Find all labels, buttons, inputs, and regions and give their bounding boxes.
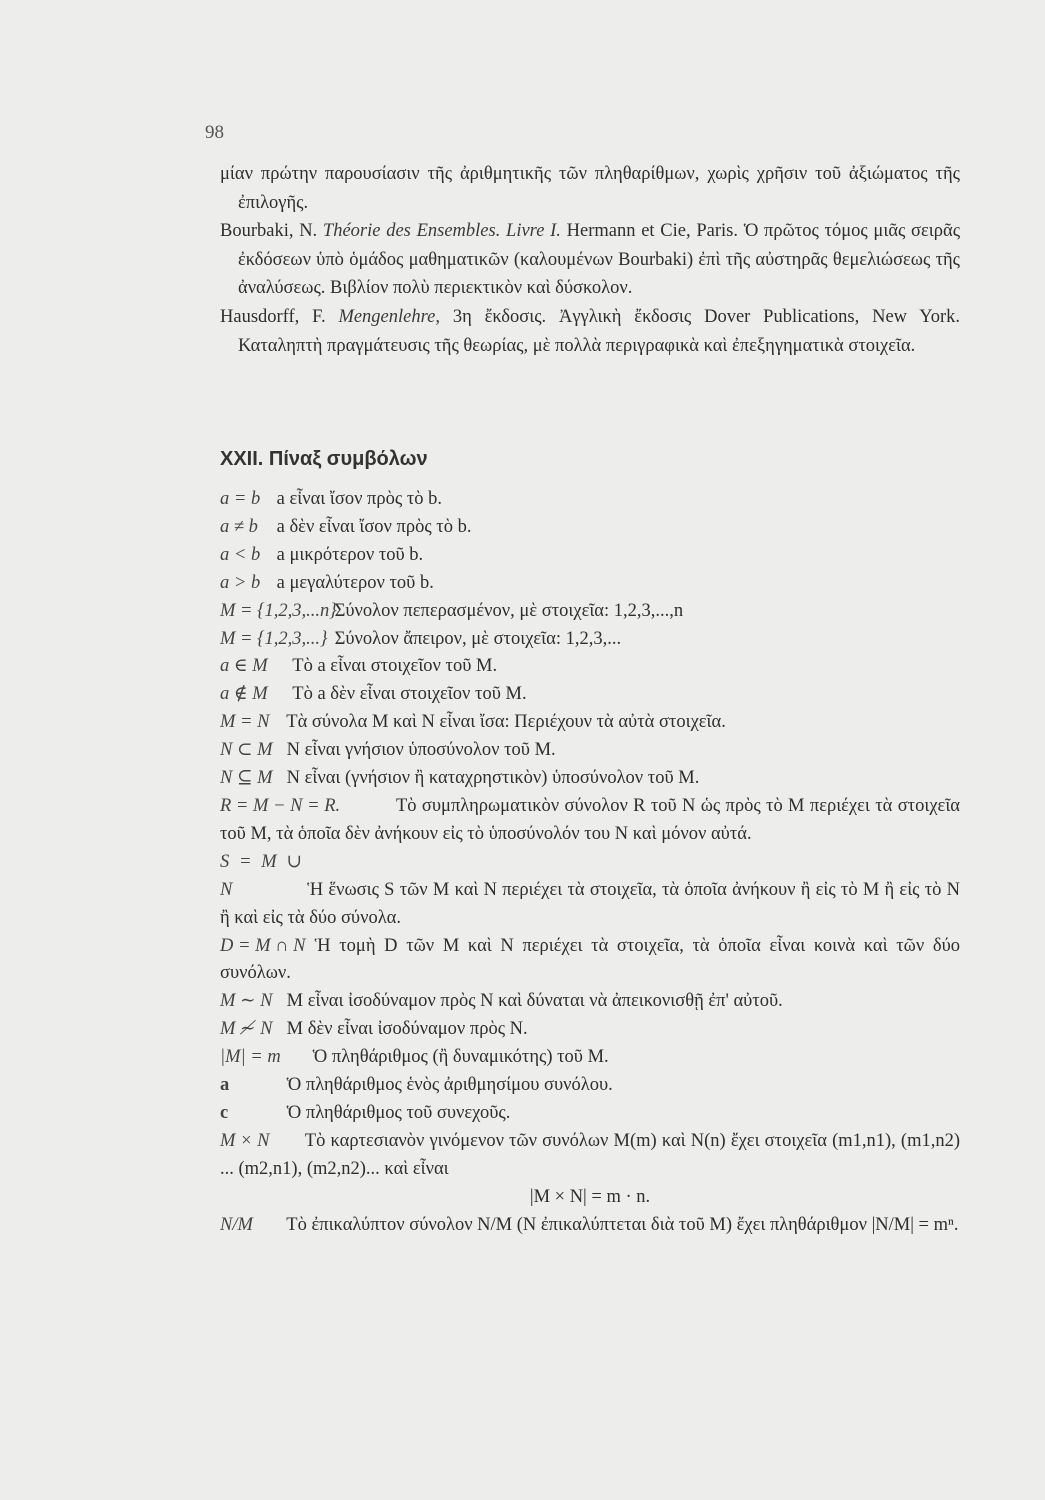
symbol-row — [220, 793, 960, 849]
symbol: M ≁ N — [220, 1019, 273, 1040]
symbol-row — [220, 1044, 960, 1072]
symbol: |M| = m — [220, 1047, 281, 1068]
reference-title: Théorie des Ensembles. Livre I. — [322, 221, 561, 242]
symbol: a > b — [220, 572, 261, 593]
cardinality-formula: |M × N| = m · n. — [529, 1186, 651, 1207]
symbol: a = b — [220, 489, 261, 509]
symbol-row — [220, 1072, 960, 1100]
symbol-description: a μεγαλύτερον τοῦ b. — [276, 572, 434, 593]
reference-bourbaki — [220, 217, 960, 303]
reference-hausdorff — [220, 303, 960, 360]
symbol-description: Σύνολον πεπερασμένον, μὲ στοιχεῖα: 1,2,3,...,n — [334, 600, 684, 621]
symbol-row — [220, 737, 960, 765]
symbol: S = M ∪ N — [220, 851, 302, 900]
reference-continuation: μίαν πρώτην παρουσίασιν τῆς ἀριθμητικῆς τῶν πληθαρίθμων, χωρὶς χρῆσιν τοῦ ἀξιώματος τῆς ἐπιλογῆς. — [220, 164, 960, 213]
symbol-table — [220, 486, 960, 1239]
symbol-description: a δὲν εἶναι ἴσον πρὸς τὸ b. — [276, 516, 472, 537]
symbol: R = M − N = R. — [220, 795, 341, 816]
section-title: XXII. Πίναξ συμβόλων — [220, 448, 428, 470]
symbol: M ∼ N — [220, 991, 273, 1012]
symbol-row — [220, 486, 960, 514]
symbol-description: Τὸ καρτεσιανὸν γινόμενον τῶν συνόλων M(m) καὶ N(n) ἔχει στοιχεῖα (m1,n1), (m1,n2) ... (m2,n1), (m2,n2)... καὶ εἶναι — [220, 1130, 960, 1179]
symbol: N/M — [220, 1214, 253, 1235]
reference-title: Mengenlehre, — [338, 306, 440, 327]
symbol-description: N εἶναι (γνήσιον ἢ καταχρηστικὸν) ὑποσύνολον τοῦ M. — [286, 768, 700, 789]
symbol-description: Ἡ ἕνωσις S τῶν M καὶ N περιέχει τὰ στοιχεῖα, τὰ ὁποῖα ἀνήκουν ἢ εἰς τὸ M ἢ εἰς τὸ N ἢ καὶ εἰς τὰ δύο σύνολα. — [220, 879, 961, 928]
reference-note: Ὁ πρῶτος τόμος μιᾶς σειρᾶς ἐκδόσεων ὑπὸ ὁμάδος μαθηματικῶν (καλουμένων Bourbaki) ἐπὶ τῆς αὐστηρᾶς θεμελιώσεως τῆς ἀναλύσεως. Βιβλίον πολὺ περιεκτικὸν καὶ δύσκολον. — [238, 221, 961, 299]
symbol-description: N εἶναι γνήσιον ὑποσύνολον τοῦ M. — [286, 740, 556, 761]
symbol-description: a μικρότερον τοῦ b. — [276, 544, 424, 565]
symbol-row — [220, 1128, 960, 1184]
symbol-description: Ὁ πληθάριθμος ἑνὸς ἀριθμησίμου συνόλου. — [286, 1075, 613, 1096]
symbol-row — [220, 1016, 960, 1044]
symbol: M = N — [220, 712, 270, 733]
symbol-description: M εἶναι ἰσοδύναμον πρὸς N καὶ δύναται νὰ ἀπεικονισθῇ ἐπ' αὐτοῦ. — [286, 991, 783, 1012]
bibliography — [220, 160, 960, 360]
symbol-row — [220, 681, 960, 709]
symbol-description: a εἶναι ἴσον πρὸς τὸ b. — [276, 489, 443, 509]
reference-author: Hausdorff, F. — [220, 306, 326, 327]
symbol-row — [220, 849, 960, 933]
symbol: a ≠ b — [220, 516, 258, 537]
symbol-row — [220, 933, 960, 989]
symbol: a ∈ M — [220, 656, 268, 677]
symbol: M = {1,2,3,...} — [220, 628, 328, 649]
symbol: c — [220, 1102, 229, 1123]
symbol: a — [220, 1075, 230, 1096]
symbol-row — [220, 988, 960, 1016]
symbol-row — [220, 709, 960, 737]
page-number: 98 — [205, 122, 224, 143]
symbol-description: Σύνολον ἄπειρον, μὲ στοιχεῖα: 1,2,3,... — [334, 628, 622, 649]
symbol: a < b — [220, 544, 261, 565]
symbol-row — [220, 1212, 960, 1240]
symbol: M × N — [220, 1130, 270, 1151]
symbol-description: M δὲν εἶναι ἰσοδύναμον πρὸς N. — [286, 1019, 528, 1040]
symbol-description: Ἡ τομὴ D τῶν M καὶ N περιέχει τὰ στοιχεῖα, τὰ ὁποῖα εἶναι κοινὰ καὶ τῶν δύο συνόλων. — [220, 935, 961, 984]
reference-note: 3η ἔκδοσις. Ἀγγλικὴ ἔκδοσις Dover Publications, New York. Καταληπτὴ πραγμάτευσις τῆς θεωρίας, μὲ πολλὰ περιγραφικὰ καὶ ἐπεξηγηματικὰ στοιχεῖα. — [238, 306, 961, 356]
symbol-description: Τὰ σύνολα M καὶ N εἶναι ἴσα: Περιέχουν τὰ αὐτὰ στοιχεῖα. — [286, 712, 726, 733]
symbol-row — [220, 653, 960, 681]
symbol-row — [220, 542, 960, 570]
symbol-description: Τὸ ἐπικαλύπτον σύνολον N/M (N ἐπικαλύπτεται διὰ τοῦ M) ἔχει πληθάριθμον |N/M| = mⁿ. — [286, 1214, 959, 1235]
symbol-description: Ὁ πληθάριθμος τοῦ συνεχοῦς. — [286, 1102, 511, 1123]
symbol: M = {1,2,3,...n} — [220, 600, 337, 621]
reference-author: Bourbaki, N. — [220, 221, 318, 242]
symbol: N ⊆ M — [220, 768, 273, 789]
symbol-description: Τὸ συμπληρωματικὸν σύνολον R τοῦ N ὡς πρὸς τὸ M περιέχει τὰ στοιχεῖα τοῦ M, τὰ ὁποῖα δὲν ἀνήκουν εἰς τὸ ὑποσύνολόν του N καὶ μόνον αὐτά. — [220, 795, 960, 844]
symbol: D = M ∩ N — [220, 935, 306, 956]
symbol-description: Τὸ a δὲν εἶναι στοιχεῖον τοῦ M. — [292, 684, 527, 705]
symbol-row — [220, 765, 960, 793]
symbol-description: Ὁ πληθάριθμος (ἢ δυναμικότης) τοῦ M. — [312, 1047, 609, 1068]
formula-row — [220, 1184, 960, 1212]
symbol: a ∉ M — [220, 684, 268, 705]
symbol-row — [220, 598, 960, 626]
symbol-row — [220, 626, 960, 654]
reference-publisher: Hermann et Cie, Paris. — [566, 221, 738, 242]
symbol-row — [220, 514, 960, 542]
symbol-description: Τὸ a εἶναι στοιχεῖον τοῦ M. — [292, 656, 498, 677]
symbol: N ⊂ M — [220, 740, 273, 761]
symbol-row — [220, 1100, 960, 1128]
symbol-row — [220, 570, 960, 598]
